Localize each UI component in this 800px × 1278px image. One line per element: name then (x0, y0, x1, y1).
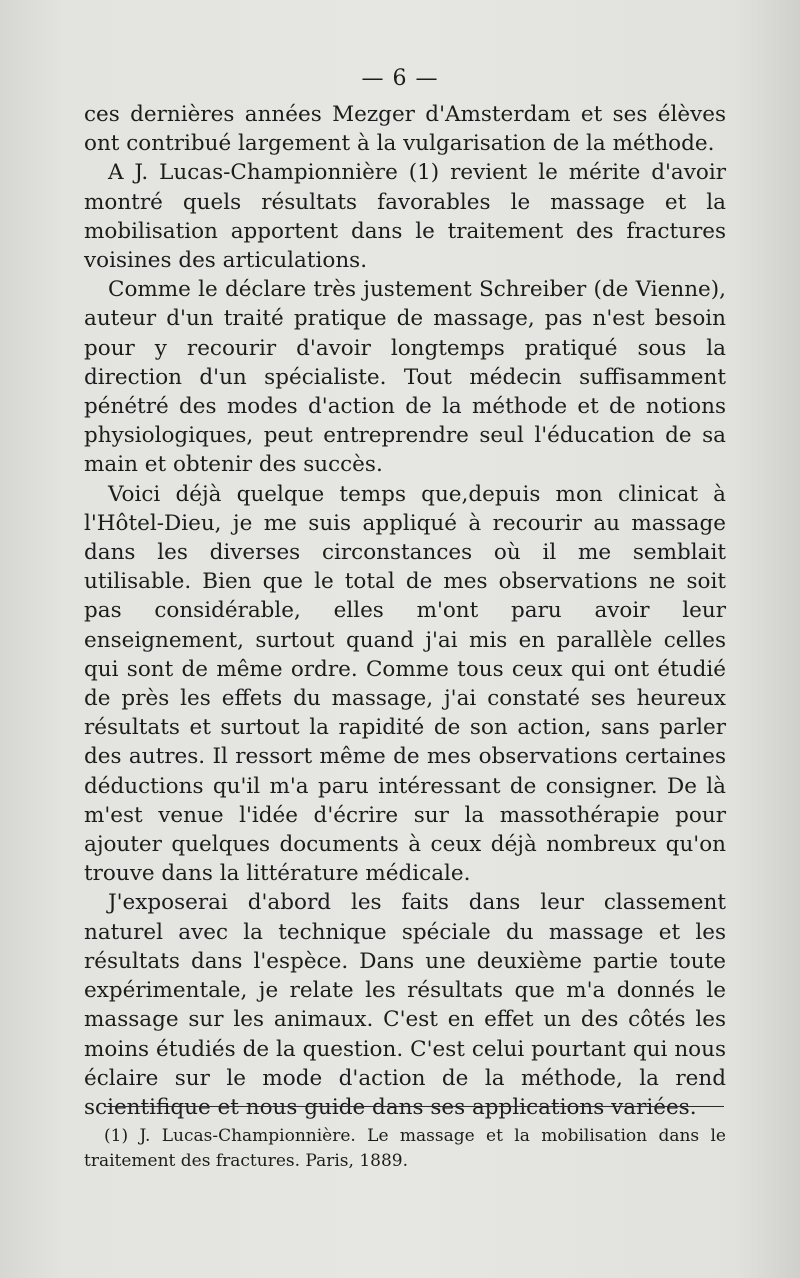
paragraph-continuation: ces dernières années Mezger d'Amsterdam et ses élèves ont contribué largement à la vulgarisation de la méthode. (84, 102, 726, 157)
footnote-rule (104, 1106, 724, 1107)
footnote: (1) J. Lucas-Championnière. Le massage et la mobilisation dans le traitement des fractures. Paris, 1889. (84, 1126, 726, 1171)
page-number: — 6 — (361, 66, 439, 91)
paragraph-exposition: J'exposerai d'abord les faits dans leur classement naturel avec la technique spéciale du massage et les résultats dans l'espèce. Dans une deuxième partie toute expérimentale, je relate les résultats que m'a donnés le massage sur les animaux. C'est en effet un des côtés les moins étudiés de la question. C'est celui pourtant qui nous éclaire sur le mode d'action de la méthode, la rend scientifique et nous guide dans ses applications variées. (84, 890, 726, 1120)
paragraph-schreiber: Comme le déclare très justement Schreiber (de Vienne), auteur d'un traité pratique de massage, pas n'est besoin pour y recourir d'avoir longtemps pratiqué sous la direction d'un spécialiste. Tout médecin suffisamment pénétré des modes d'action de la méthode et de notions physiologiques, peut entreprendre seul l'éducation de sa main et obtenir des succès. (84, 277, 726, 478)
paragraph-lucas-championniere: A J. Lucas-Championnière (1) revient le mérite d'avoir montré quels résultats favorables le massage et la mobilisation apportent dans le traitement des fractures voisines des articulations. (84, 160, 726, 274)
body-text (84, 100, 726, 1122)
paragraph-clinicat: Voici déjà quelque temps que,depuis mon clinicat à l'Hôtel-Dieu, je me suis appliqué à recourir au massage dans les diverses circonstances où il me semblait utilisable. Bien que le total de mes observations ne soit pas considérable, elles m'ont paru avoir leur enseignement, surtout quand j'ai mis en parallèle celles qui sont de même ordre. Comme tous ceux qui ont étudié de près les effets du massage, j'ai constaté ses heureux résultats et surtout la rapidité de son action, sans parler des autres. Il ressort même de mes observations certaines déductions qu'il m'a paru intéressant de consigner. De là m'est venue l'idée d'écrire sur la massothérapie pour ajouter quelques documents à ceux déjà nombreux qu'on trouve dans la littérature médicale. (84, 481, 726, 887)
